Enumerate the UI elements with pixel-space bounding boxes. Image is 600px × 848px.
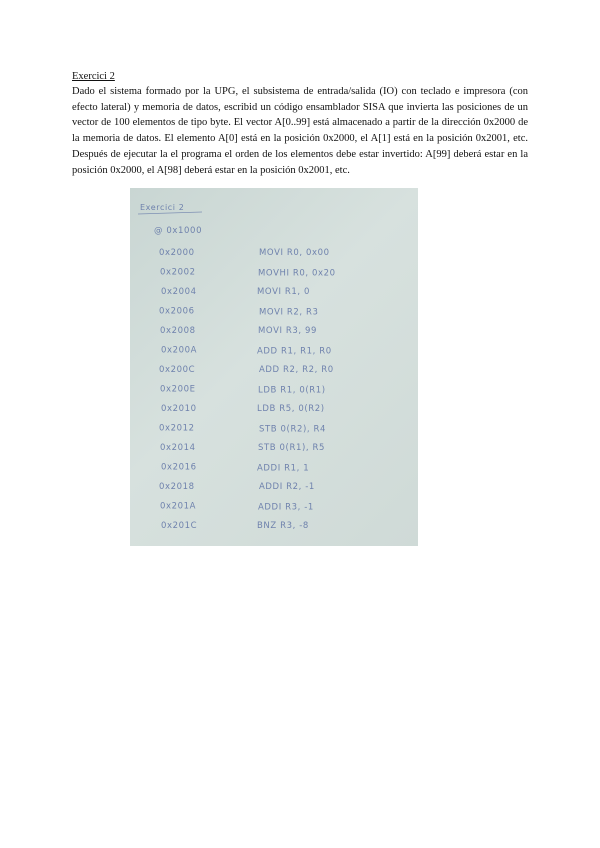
handwritten-instruction: ADD R2, R2, R0 [259,365,334,375]
handwritten-code-photo [130,188,418,546]
handwritten-instruction: MOVI R2, R3 [259,307,319,318]
handwritten-instruction: MOVI R1, 0 [257,287,311,297]
handwritten-address: 0x2004 [161,287,197,297]
handwritten-instruction: ADDI R2, -1 [259,482,315,492]
handwritten-address: 0x2010 [161,404,197,414]
handwritten-instruction: ADDI R3, -1 [258,502,314,513]
handwritten-address: 0x200E [160,384,196,395]
handwritten-instruction: ADDI R1, 1 [257,463,310,474]
exercise-statement: Dado el sistema formado por la UPG, el subsistema de entrada/salida (IO) con teclado e impresora (con efecto lateral) y memoria de datos, escribid un código ensamblador SISA que invierta las posiciones de un vector de 100 elementos de tipo byte. El vector A[0..99] está almacenado a partir de la dirección 0x2000 de la memoria de datos. El elemento A[0] está en la posición 0x2000, el A[1] está en la posición 0x2001, etc. Después de ejecutar la el programa el orden de los elementos debe estar invertido: A[99] deberá estar en la posición 0x2000, el A[98] deberá estar en la posición 0x2001, etc. [72,86,528,176]
handwritten-instruction: ADD R1, R1, R0 [257,346,332,357]
handwritten-instruction: MOVHI R0, 0x20 [258,268,336,279]
handwritten-code-svg [130,188,418,546]
handwritten-address: 0x2016 [161,462,197,473]
handwritten-address: 0x2014 [160,443,196,453]
handwritten-address: 0x2000 [159,248,195,258]
handwritten-title: Exercici 2 [140,203,185,212]
handwritten-instruction: STB 0(R2), R4 [259,424,326,435]
start-address-label: @ 0x1000 [154,226,203,236]
handwritten-code-lines [159,248,336,531]
exercise-heading: Exercici 2 [72,71,115,82]
handwritten-address: 0x200A [161,345,198,356]
handwritten-address: 0x2006 [159,306,195,317]
handwritten-address: 0x2012 [159,423,195,434]
title-underline [138,212,202,214]
handwritten-instruction: MOVI R3, 99 [258,326,318,336]
handwritten-instruction: STB 0(R1), R5 [258,443,325,453]
handwritten-address: 0x2002 [160,267,196,278]
handwritten-address: 0x201A [160,501,197,512]
handwritten-title-group [138,203,202,214]
handwritten-address: 0x2008 [160,326,196,336]
handwritten-address: 0x200C [159,365,196,375]
handwritten-instruction: BNZ R3, -8 [257,521,309,531]
handwritten-instruction: MOVI R0, 0x00 [259,248,330,258]
handwritten-instruction: LDB R1, 0(R1) [258,385,326,396]
handwritten-address: 0x2018 [159,482,195,492]
handwritten-instruction: LDB R5, 0(R2) [257,404,325,414]
handwritten-address: 0x201C [161,521,198,531]
